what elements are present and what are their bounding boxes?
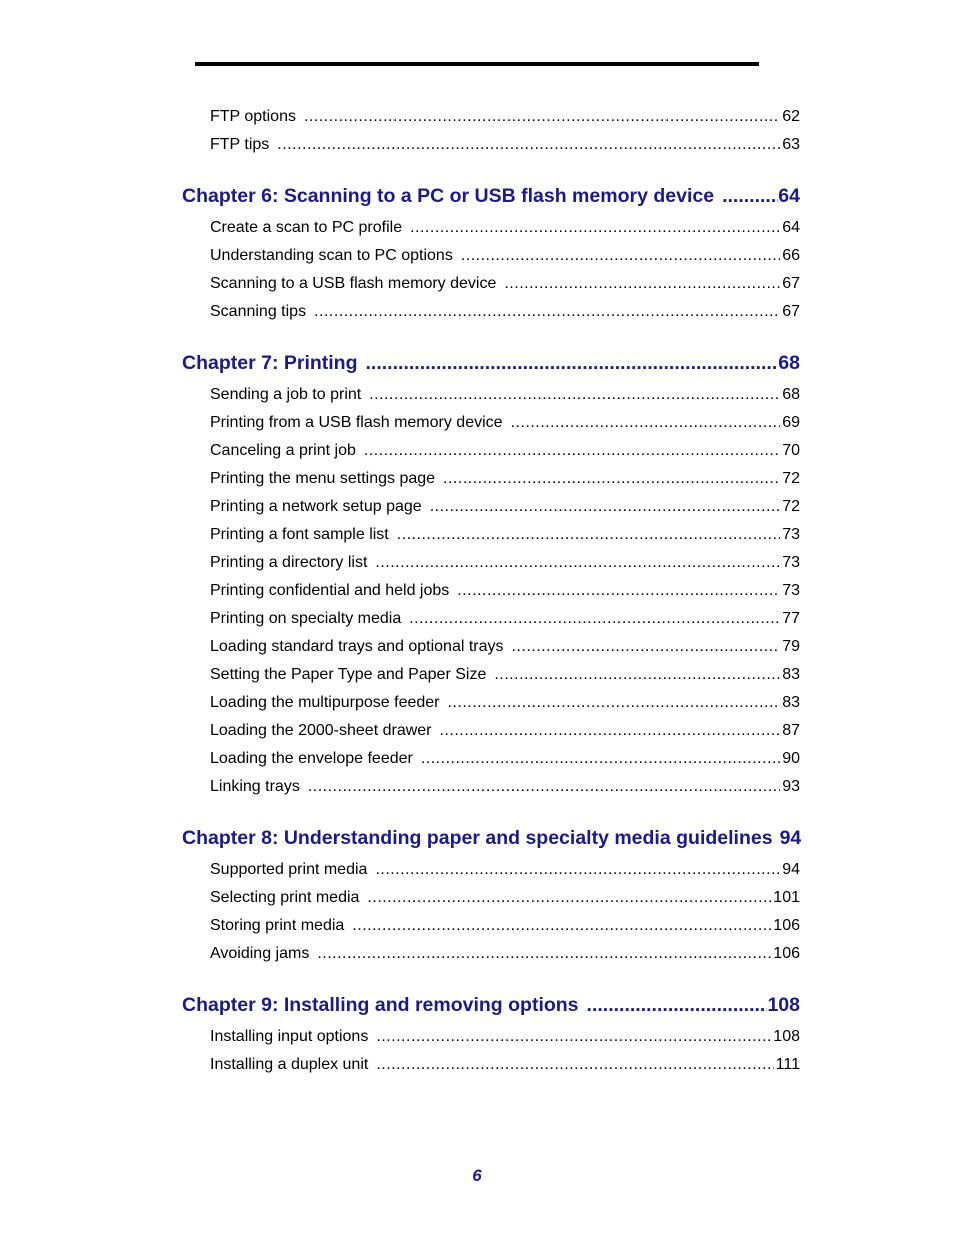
toc-entry[interactable] <box>210 664 800 686</box>
dot-leader <box>367 887 771 909</box>
toc-entry[interactable] <box>210 496 800 518</box>
toc-entry-title: Loading the envelope feeder <box>210 750 413 767</box>
toc-entry[interactable] <box>210 748 800 770</box>
chapter-heading-7[interactable] <box>182 350 800 376</box>
dot-leader <box>587 992 768 1018</box>
toc-entry[interactable] <box>210 720 800 742</box>
toc-entry-title: Loading standard trays and optional trays <box>210 638 504 655</box>
dot-leader <box>277 134 780 156</box>
dot-leader <box>722 183 778 209</box>
toc-entry[interactable] <box>210 580 800 602</box>
toc-entry-title: Scanning tips <box>210 303 307 320</box>
toc-entry-title: Scanning to a USB flash memory device <box>210 275 497 292</box>
toc-entry-title: Supported print media <box>210 861 368 878</box>
toc-entry-page: 111 <box>775 1056 800 1073</box>
toc-entry[interactable] <box>210 440 800 462</box>
toc-entry[interactable] <box>210 412 800 434</box>
dot-leader <box>504 273 780 295</box>
toc-entry-page: 66 <box>782 247 800 264</box>
chapter-heading-6[interactable] <box>182 183 800 209</box>
toc-entry-page: 73 <box>782 526 800 543</box>
toc-entry[interactable] <box>210 776 800 798</box>
dot-leader <box>511 412 781 434</box>
toc-entry-title: Installing input options <box>210 1028 369 1045</box>
toc-entry-page: 67 <box>782 275 800 292</box>
toc-entry-page: 106 <box>773 917 800 934</box>
dot-leader <box>364 440 780 462</box>
dot-leader <box>448 692 781 714</box>
toc-entry-page: 73 <box>782 554 800 571</box>
toc-entry-title: FTP options <box>210 108 296 125</box>
toc-entry-page: 67 <box>782 303 800 320</box>
toc-entry-title: Canceling a print job <box>210 442 356 459</box>
dot-leader <box>494 664 780 686</box>
toc-entry-page: 83 <box>782 666 800 683</box>
toc-entry-title: Printing confidential and held jobs <box>210 582 450 599</box>
toc-entry-title: Selecting print media <box>210 889 360 906</box>
toc-entry-page: 69 <box>782 414 800 431</box>
toc-entry[interactable] <box>210 1054 800 1076</box>
chapter-title: Chapter 9: Installing and removing options <box>182 994 579 1016</box>
toc-entry-page: 70 <box>782 442 800 459</box>
toc-entry-page: 94 <box>782 861 800 878</box>
toc-entry-page: 63 <box>782 136 800 153</box>
toc-entry[interactable] <box>210 524 800 546</box>
toc-entry[interactable] <box>210 692 800 714</box>
toc-entry[interactable] <box>210 245 800 267</box>
dot-leader <box>317 943 771 965</box>
chapter-title: Chapter 7: Printing <box>182 352 358 374</box>
toc-entry[interactable] <box>210 915 800 937</box>
chapter-heading-9[interactable] <box>182 992 800 1018</box>
page-number: 6 <box>472 1166 482 1185</box>
toc-entry-page: 101 <box>773 889 800 906</box>
toc-entry-page: 77 <box>782 610 800 627</box>
toc-entry-page: 87 <box>782 722 800 739</box>
toc-entry-title: Printing a font sample list <box>210 526 389 543</box>
toc-entry-title: Loading the multipurpose feeder <box>210 694 440 711</box>
toc-entry-page: 68 <box>782 386 800 403</box>
toc-entry[interactable] <box>210 552 800 574</box>
dot-leader <box>457 580 780 602</box>
chapter-page: 94 <box>779 827 802 849</box>
toc-entry-page: 79 <box>782 638 800 655</box>
dot-leader <box>421 748 780 770</box>
chapter-heading-8[interactable] <box>182 825 832 851</box>
dot-leader <box>366 350 779 376</box>
toc-entry-title: Avoiding jams <box>210 945 310 962</box>
toc-entry-title: FTP tips <box>210 136 270 153</box>
toc-entry[interactable] <box>210 468 800 490</box>
toc-entry[interactable] <box>210 859 800 881</box>
dot-leader <box>352 915 771 937</box>
toc-entry[interactable] <box>210 106 800 128</box>
chapter-page: 68 <box>778 352 800 374</box>
toc-entry[interactable] <box>210 134 800 156</box>
dot-leader <box>304 106 780 128</box>
toc-entry[interactable] <box>210 301 800 323</box>
chapter-page: 64 <box>778 185 800 207</box>
dot-leader <box>409 608 780 630</box>
toc-entry-title: Installing a duplex unit <box>210 1056 369 1073</box>
chapter-title: Chapter 6: Scanning to a PC or USB flash memory device <box>182 185 715 207</box>
dot-leader <box>440 720 781 742</box>
toc-entry-page: 73 <box>782 582 800 599</box>
toc-entry-title: Printing the menu settings page <box>210 470 436 487</box>
dot-leader <box>410 217 780 239</box>
toc-entry-title: Create a scan to PC profile <box>210 219 403 236</box>
toc-entry[interactable] <box>210 273 800 295</box>
toc-entry-page: 93 <box>782 778 800 795</box>
toc-entry[interactable] <box>210 887 800 909</box>
toc-entry-title: Understanding scan to PC options <box>210 247 453 264</box>
dot-leader <box>430 496 781 518</box>
toc-entry[interactable] <box>210 608 800 630</box>
toc-entry-page: 90 <box>782 750 800 767</box>
dot-leader <box>397 524 780 546</box>
toc-entry-title: Printing on specialty media <box>210 610 402 627</box>
toc-entry-title: Loading the 2000-sheet drawer <box>210 722 432 739</box>
dot-leader <box>461 245 780 267</box>
toc-entry-title: Printing a network setup page <box>210 498 422 515</box>
toc-entry[interactable] <box>210 636 800 658</box>
dot-leader <box>376 1026 771 1048</box>
toc-entry[interactable] <box>210 1026 800 1048</box>
dot-leader <box>443 468 780 490</box>
toc-entry-page: 72 <box>782 470 800 487</box>
dot-leader <box>369 384 780 406</box>
toc-entry-title: Linking trays <box>210 778 300 795</box>
toc-entry-page: 62 <box>782 108 800 125</box>
toc-entry-title: Storing print media <box>210 917 345 934</box>
toc-entry-page: 106 <box>773 945 800 962</box>
toc-entry-page: 108 <box>773 1028 800 1045</box>
toc-entry-page: 83 <box>782 694 800 711</box>
dot-leader <box>308 776 780 798</box>
toc-entry-page: 72 <box>782 498 800 515</box>
dot-leader <box>314 301 780 323</box>
toc-entry-title: Printing from a USB flash memory device <box>210 414 503 431</box>
toc-entry[interactable] <box>210 943 800 965</box>
chapter-page: 108 <box>767 994 800 1016</box>
toc-entry[interactable] <box>210 217 800 239</box>
toc-entry-title: Setting the Paper Type and Paper Size <box>210 666 487 683</box>
toc-entry[interactable] <box>210 384 800 406</box>
dot-leader <box>375 552 780 574</box>
dot-leader <box>375 859 780 881</box>
chapter-title: Chapter 8: Understanding paper and specialty media guidelines <box>182 827 773 849</box>
toc-entry-title: Printing a directory list <box>210 554 368 571</box>
toc-entry-title: Sending a job to print <box>210 386 362 403</box>
dot-leader <box>376 1054 773 1076</box>
toc-entry-page: 64 <box>782 219 800 236</box>
dot-leader <box>512 636 781 658</box>
